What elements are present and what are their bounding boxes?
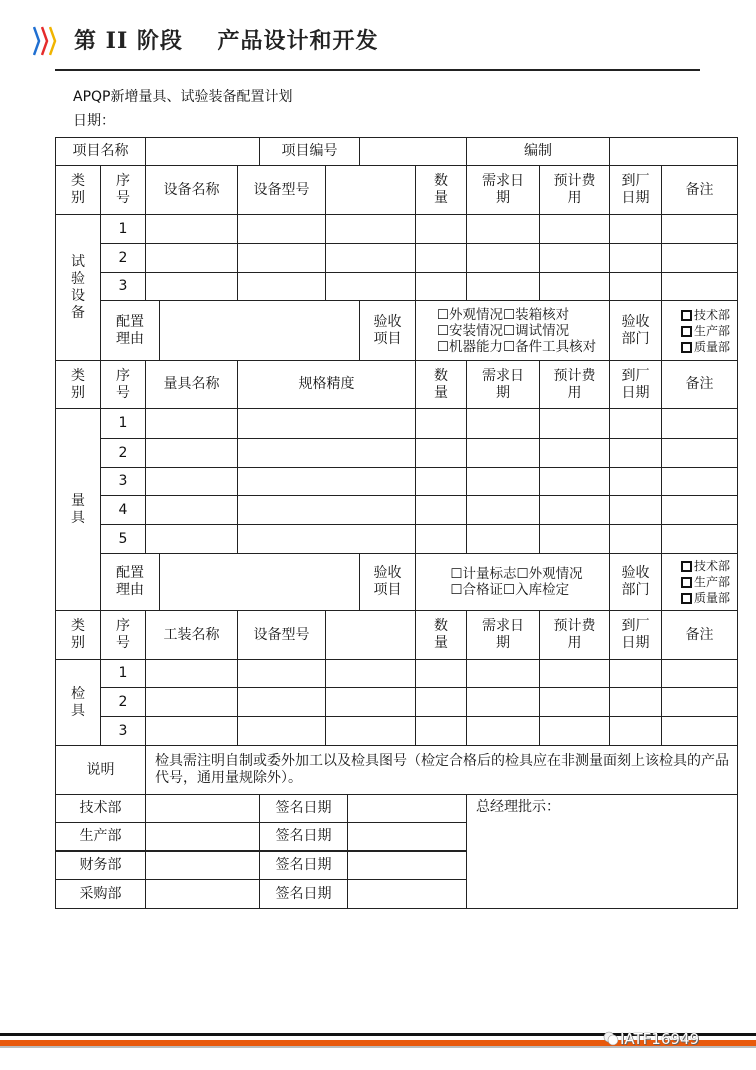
arrival-field[interactable] xyxy=(609,408,662,439)
model-field[interactable] xyxy=(237,272,326,301)
checkbox-icon[interactable] xyxy=(681,577,692,588)
header-arrival-text: 到厂日期 xyxy=(621,367,650,401)
arrival-field[interactable] xyxy=(609,438,662,468)
dept-checkbox[interactable] xyxy=(681,323,730,339)
reason-label-text: 配置理由 xyxy=(116,565,144,598)
header-cost-text: 预计费用 xyxy=(553,618,596,651)
dept-label: 质量部 xyxy=(693,339,730,354)
remark-field[interactable] xyxy=(661,408,738,439)
accept-dept-label-text: 验收部门 xyxy=(621,565,650,598)
qty-field[interactable] xyxy=(415,687,467,717)
checkbox-icon[interactable] xyxy=(681,326,692,337)
dept-label: 生产部 xyxy=(693,323,730,338)
header-need-date-text: 需求日期 xyxy=(482,173,524,206)
accept-item[interactable]: ☐安装情况☐调试情况 xyxy=(436,322,570,339)
need-date-field[interactable] xyxy=(466,467,540,496)
header-seq xyxy=(100,610,146,660)
arrival-field[interactable] xyxy=(609,467,662,496)
compiled-by-field[interactable] xyxy=(609,137,738,166)
header-type-text: 类别 xyxy=(71,618,85,651)
accept-items-label-text: 验收项目 xyxy=(373,313,402,347)
dept-checkbox[interactable] xyxy=(681,574,730,590)
header-spec: 规格精度 xyxy=(237,360,416,409)
need-date-field[interactable] xyxy=(466,214,540,244)
qty-field[interactable] xyxy=(415,243,467,273)
header-type-text: 类别 xyxy=(71,173,85,206)
header-seq-text: 序号 xyxy=(116,367,130,401)
arrival-field[interactable] xyxy=(609,495,662,525)
category-equipment xyxy=(55,214,101,361)
checkbox-icon[interactable] xyxy=(681,593,692,604)
accept-dept-label-equipment xyxy=(609,300,662,361)
header-gauge-name: 量具名称 xyxy=(145,360,238,409)
compiled-by-label: 编制 xyxy=(466,137,610,166)
header-need-date xyxy=(466,610,540,660)
cost-field[interactable] xyxy=(539,214,610,244)
accept-item[interactable]: ☐计量标志☐外观情况 xyxy=(450,566,583,582)
name-field[interactable] xyxy=(145,659,238,688)
need-date-field[interactable] xyxy=(466,659,540,688)
header-divider xyxy=(55,69,700,71)
arrival-field[interactable] xyxy=(609,659,662,688)
spec-field[interactable] xyxy=(237,467,416,496)
project-no-label: 项目编号 xyxy=(259,137,360,166)
reason-field-equipment[interactable] xyxy=(159,300,360,361)
need-date-field[interactable] xyxy=(466,687,540,717)
category-gauges xyxy=(55,408,101,611)
header-qty xyxy=(415,360,467,409)
header-arrival xyxy=(609,610,662,660)
model-field[interactable] xyxy=(237,243,326,273)
header-arrival-text: 到厂日期 xyxy=(621,173,650,206)
header-seq xyxy=(100,165,146,215)
category-fixtures-text: 检具 xyxy=(71,685,85,719)
chevron-blue-icon xyxy=(33,26,41,56)
name-field[interactable] xyxy=(145,438,238,468)
watermark-text: IATF16949 xyxy=(620,1030,700,1048)
row-seq: 3 xyxy=(100,716,146,746)
chevron-red-icon xyxy=(41,26,49,56)
cost-field[interactable] xyxy=(539,495,610,525)
signoff-date-label: 签名日期 xyxy=(259,794,348,823)
remark-field[interactable] xyxy=(661,687,738,717)
cost-field[interactable] xyxy=(539,716,610,746)
signoff-date-field[interactable] xyxy=(347,851,467,880)
signoff-signature-field[interactable] xyxy=(145,879,260,909)
name-field[interactable] xyxy=(145,408,238,439)
signoff-dept: 生产部 xyxy=(55,822,146,851)
signoff-date-label: 签名日期 xyxy=(259,822,348,851)
qty-field[interactable] xyxy=(415,438,467,468)
signoff-signature-field[interactable] xyxy=(145,851,260,880)
accept-items-equipment xyxy=(415,300,610,361)
qty-field[interactable] xyxy=(415,467,467,496)
note-label: 说明 xyxy=(55,745,146,795)
spec-field[interactable] xyxy=(237,495,416,525)
signoff-date-field[interactable] xyxy=(347,822,467,851)
chevron-yellow-icon xyxy=(49,26,57,56)
name-field[interactable] xyxy=(145,243,238,273)
signoff-signature-field[interactable] xyxy=(145,794,260,823)
header-need-date-text: 需求日期 xyxy=(482,367,524,401)
row-seq: 1 xyxy=(100,214,146,244)
header-blank xyxy=(325,165,416,215)
header-qty xyxy=(415,165,467,215)
dept-label: 技术部 xyxy=(693,307,730,322)
wechat-icon xyxy=(603,1030,619,1050)
row-seq: 2 xyxy=(100,243,146,273)
row-seq: 3 xyxy=(100,467,146,496)
header-type xyxy=(55,610,101,660)
model-field[interactable] xyxy=(237,214,326,244)
header-remark: 备注 xyxy=(661,610,738,660)
category-equipment-text: 试验设备 xyxy=(71,253,85,321)
accept-dept-label-text: 验收部门 xyxy=(621,313,650,347)
extra-field[interactable] xyxy=(325,687,416,717)
header-qty xyxy=(415,610,467,660)
header-equipment-model: 设备型号 xyxy=(237,165,326,215)
need-date-field[interactable] xyxy=(466,243,540,273)
document-subtitle: APQP新增量具、试验装备配置计划 xyxy=(73,89,293,105)
header-qty-text: 数量 xyxy=(434,173,448,206)
project-no-field[interactable] xyxy=(359,137,467,166)
category-fixtures xyxy=(55,659,101,746)
need-date-field[interactable] xyxy=(466,524,540,554)
row-seq: 4 xyxy=(100,495,146,525)
header-cost xyxy=(539,165,610,215)
need-date-field[interactable] xyxy=(466,272,540,301)
qty-field[interactable] xyxy=(415,214,467,244)
header-qty-text: 数量 xyxy=(434,367,448,401)
cost-field[interactable] xyxy=(539,687,610,717)
cost-field[interactable] xyxy=(539,408,610,439)
row-seq: 3 xyxy=(100,272,146,301)
header-need-date xyxy=(466,165,540,215)
dept-checkbox[interactable] xyxy=(681,307,730,323)
header-fixture-name: 工装名称 xyxy=(145,610,238,660)
accept-depts-equipment xyxy=(661,300,738,361)
accept-items-label-equipment xyxy=(359,300,416,361)
note-text xyxy=(145,745,738,795)
qty-field[interactable] xyxy=(415,716,467,746)
qty-field[interactable] xyxy=(415,524,467,554)
spec-field[interactable] xyxy=(237,408,416,439)
reason-label-gauges xyxy=(100,553,160,611)
name-field[interactable] xyxy=(145,214,238,244)
header-seq-text: 序号 xyxy=(116,618,130,651)
header-need-date xyxy=(466,360,540,409)
header-cost xyxy=(539,610,610,660)
project-name-label: 项目名称 xyxy=(55,137,146,166)
signoff-date-label: 签名日期 xyxy=(259,879,348,909)
remark-field[interactable] xyxy=(661,659,738,688)
dept-checkbox[interactable] xyxy=(681,590,730,606)
arrival-field[interactable] xyxy=(609,272,662,301)
model-field[interactable] xyxy=(237,716,326,746)
signoff-signature-field[interactable] xyxy=(145,822,260,851)
header-type xyxy=(55,360,101,409)
row-seq: 2 xyxy=(100,687,146,717)
category-gauges-text: 量具 xyxy=(71,492,85,526)
qty-field[interactable] xyxy=(415,659,467,688)
dept-label: 质量部 xyxy=(693,591,730,605)
need-date-field[interactable] xyxy=(466,438,540,468)
dept-checkbox[interactable] xyxy=(681,558,730,574)
accept-item[interactable]: ☐外观情况☐装箱核对 xyxy=(436,306,570,323)
arrival-field[interactable] xyxy=(609,214,662,244)
remark-field[interactable] xyxy=(661,243,738,273)
signoff-date-field[interactable] xyxy=(347,794,467,823)
row-seq: 1 xyxy=(100,408,146,439)
header-cost xyxy=(539,360,610,409)
remark-field[interactable] xyxy=(661,716,738,746)
cost-field[interactable] xyxy=(539,659,610,688)
page-title: 第 II 阶段 产品设计和开发 xyxy=(74,28,379,54)
accept-depts-gauges xyxy=(661,553,738,611)
header-blank xyxy=(325,610,416,660)
remark-field[interactable] xyxy=(661,214,738,244)
arrival-field[interactable] xyxy=(609,524,662,554)
dept-label: 生产部 xyxy=(693,575,730,589)
name-field[interactable] xyxy=(145,687,238,717)
header-type-text: 类别 xyxy=(71,367,85,401)
reason-label-equipment xyxy=(100,300,160,361)
header-cost-text: 预计费用 xyxy=(553,173,596,206)
extra-field[interactable] xyxy=(325,214,416,244)
name-field[interactable] xyxy=(145,495,238,525)
checkbox-icon[interactable] xyxy=(681,342,692,353)
name-field[interactable] xyxy=(145,467,238,496)
signoff-date-field[interactable] xyxy=(347,879,467,909)
checkbox-icon[interactable] xyxy=(681,310,692,321)
dept-label: 技术部 xyxy=(693,559,730,573)
qty-field[interactable] xyxy=(415,495,467,525)
extra-field[interactable] xyxy=(325,272,416,301)
model-field[interactable] xyxy=(237,687,326,717)
signoff-dept: 财务部 xyxy=(55,851,146,880)
need-date-field[interactable] xyxy=(466,408,540,439)
header-remark: 备注 xyxy=(661,360,738,409)
extra-field[interactable] xyxy=(325,243,416,273)
header-remark: 备注 xyxy=(661,165,738,215)
checkbox-icon[interactable] xyxy=(681,561,692,572)
spec-field[interactable] xyxy=(237,524,416,554)
header-equipment-name: 设备名称 xyxy=(145,165,238,215)
note-text-content: 检具需注明自制或委外加工以及检具图号（检定合格后的检具应在非测量面刻上该检具的产品代号，通用量规除外）。 xyxy=(155,753,729,786)
cost-field[interactable] xyxy=(539,272,610,301)
header-seq xyxy=(100,360,146,409)
qty-field[interactable] xyxy=(415,272,467,301)
remark-field[interactable] xyxy=(661,467,738,496)
accept-dept-label-gauges xyxy=(609,553,662,611)
arrival-field[interactable] xyxy=(609,687,662,717)
arrival-field[interactable] xyxy=(609,716,662,746)
model-field[interactable] xyxy=(237,659,326,688)
header-fixture-model: 设备型号 xyxy=(237,610,326,660)
remark-field[interactable] xyxy=(661,495,738,525)
need-date-field[interactable] xyxy=(466,716,540,746)
header-arrival xyxy=(609,165,662,215)
row-seq: 1 xyxy=(100,659,146,688)
remark-field[interactable] xyxy=(661,524,738,554)
header-arrival-text: 到厂日期 xyxy=(621,618,650,651)
remark-field[interactable] xyxy=(661,272,738,301)
row-seq: 2 xyxy=(100,438,146,468)
date-label: 日期： xyxy=(73,113,115,129)
header-type xyxy=(55,165,101,215)
header-arrival xyxy=(609,360,662,409)
signoff-date-label: 签名日期 xyxy=(259,851,348,880)
gm-approval-label: 总经理批示： xyxy=(476,799,560,815)
dept-checkbox[interactable] xyxy=(681,339,730,355)
name-field[interactable] xyxy=(145,272,238,301)
accept-items-label-text: 验收项目 xyxy=(373,565,402,598)
header-seq-text: 序号 xyxy=(116,173,130,206)
accept-items-gauges xyxy=(415,553,610,611)
header-qty-text: 数量 xyxy=(434,618,448,651)
accept-items-label-gauges xyxy=(359,553,416,611)
cost-field[interactable] xyxy=(539,524,610,554)
need-date-field[interactable] xyxy=(466,495,540,525)
accept-item[interactable]: ☐机器能力☐备件工具核对 xyxy=(436,338,597,355)
cost-field[interactable] xyxy=(539,467,610,496)
cost-field[interactable] xyxy=(539,243,610,273)
extra-field[interactable] xyxy=(325,716,416,746)
signoff-dept: 采购部 xyxy=(55,879,146,909)
spec-field[interactable] xyxy=(237,438,416,468)
reason-label-text: 配置理由 xyxy=(116,313,144,347)
gm-approval[interactable] xyxy=(466,794,738,909)
row-seq: 5 xyxy=(100,524,146,554)
extra-field[interactable] xyxy=(325,659,416,688)
arrival-field[interactable] xyxy=(609,243,662,273)
header-need-date-text: 需求日期 xyxy=(482,618,524,651)
project-name-field[interactable] xyxy=(145,137,260,166)
remark-field[interactable] xyxy=(661,438,738,468)
cost-field[interactable] xyxy=(539,438,610,468)
header-cost-text: 预计费用 xyxy=(553,367,596,401)
accept-item[interactable]: ☐合格证☐入库检定 xyxy=(450,582,570,598)
qty-field[interactable] xyxy=(415,408,467,439)
signoff-dept: 技术部 xyxy=(55,794,146,823)
name-field[interactable] xyxy=(145,524,238,554)
reason-field-gauges[interactable] xyxy=(159,553,360,611)
name-field[interactable] xyxy=(145,716,238,746)
